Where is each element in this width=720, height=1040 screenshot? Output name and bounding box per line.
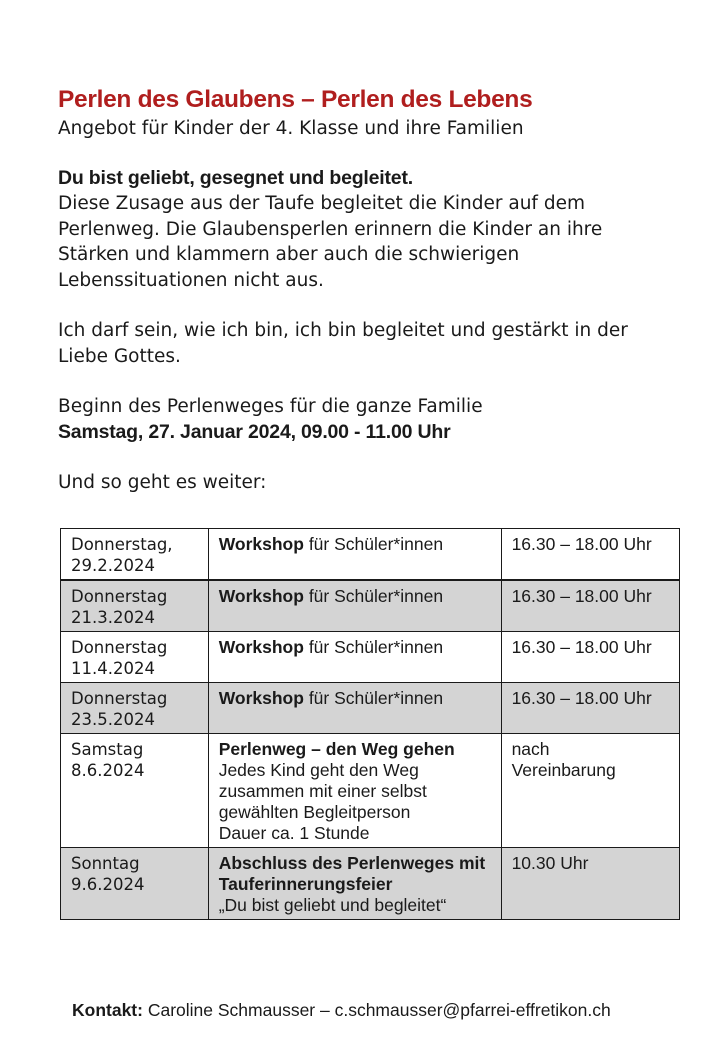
date-cell xyxy=(61,632,209,683)
date-cell xyxy=(61,734,209,848)
table-row xyxy=(61,580,680,632)
date: 23.5.2024 xyxy=(71,710,155,729)
date-cell xyxy=(61,529,209,581)
contact-label: Kontakt: xyxy=(72,1000,143,1020)
time-cell: 10.30 Uhr xyxy=(501,848,679,920)
event-desc-line: zusammen mit einer selbst xyxy=(218,781,427,801)
spacer xyxy=(58,141,678,166)
event-cell xyxy=(208,848,501,920)
statement-line: Liebe Gottes. xyxy=(58,345,181,367)
event-cell xyxy=(208,734,501,848)
time-line: nach xyxy=(511,739,550,759)
intro-line: Diese Zusage aus der Taufe begleitet die Kinder auf dem xyxy=(58,193,585,214)
time-line: Vereinbarung xyxy=(511,760,616,780)
event-cell xyxy=(208,632,501,683)
intro-line: Stärken und klammern aber auch die schwierigen xyxy=(58,244,520,265)
start-label: Beginn des Perlenweges für die ganze Familie xyxy=(58,396,483,417)
event-desc-line: Jedes Kind geht den Weg xyxy=(218,760,419,780)
page-title: Perlen des Glaubens – Perlen des Lebens xyxy=(58,86,533,113)
date: 29.2.2024 xyxy=(71,556,155,575)
spacer xyxy=(58,293,678,318)
page-subtitle: Angebot für Kinder der 4. Klasse und ihre Familien xyxy=(58,118,524,139)
event-title: Workshop xyxy=(218,688,304,708)
event-cell xyxy=(208,529,501,581)
table-row xyxy=(61,683,680,734)
time-cell: 16.30 – 18.00 Uhr xyxy=(501,683,679,734)
date-cell xyxy=(61,848,209,920)
time-cell: 16.30 – 18.00 Uhr xyxy=(501,632,679,683)
table-row xyxy=(61,529,680,581)
day: Donnerstag xyxy=(71,638,168,657)
intro-line: Lebenssituationen nicht aus. xyxy=(58,269,324,291)
event-cell xyxy=(208,683,501,734)
event-title: Perlenweg – den Weg gehen xyxy=(218,739,455,759)
event-desc: für Schüler*innen xyxy=(303,534,444,554)
contact-text: Caroline Schmausser – c.schmausser@pfarrei-effretikon.ch xyxy=(142,1000,611,1020)
time-cell xyxy=(501,734,679,848)
table-row xyxy=(61,632,680,683)
event-desc: für Schüler*innen xyxy=(303,586,444,606)
event-desc-line: Dauer ca. 1 Stunde xyxy=(218,823,370,843)
day: Samstag xyxy=(71,740,144,759)
continue-label: Und so geht es weiter: xyxy=(58,471,267,493)
event-desc: für Schüler*innen xyxy=(303,637,444,657)
date: 11.4.2024 xyxy=(71,659,155,678)
time-cell: 16.30 – 18.00 Uhr xyxy=(501,529,679,581)
intro-line: Perlenweg. Die Glaubensperlen erinnern die Kinder an ihre xyxy=(58,218,603,240)
event-cell xyxy=(208,580,501,632)
document-body xyxy=(58,84,678,495)
contact-line xyxy=(72,1000,611,1021)
day: Sonntag xyxy=(71,854,140,873)
event-title: Workshop xyxy=(218,534,304,554)
date: 9.6.2024 xyxy=(71,875,145,894)
day: Donnerstag xyxy=(71,689,168,708)
event-title: Workshop xyxy=(218,637,304,657)
event-desc-line: „Du bist geliebt und begleitet“ xyxy=(218,895,447,915)
table-row xyxy=(61,734,680,848)
event-title: Abschluss des Perlenweges mit xyxy=(218,853,486,873)
day: Donnerstag xyxy=(71,587,168,606)
event-title: Tauferinnerungsfeier xyxy=(218,874,393,894)
event-desc: für Schüler*innen xyxy=(303,688,444,708)
date-cell xyxy=(61,683,209,734)
event-desc-line: gewählten Begleitperson xyxy=(218,802,411,822)
time-cell: 16.30 – 18.00 Uhr xyxy=(501,580,679,632)
spacer xyxy=(58,445,678,470)
date: 21.3.2024 xyxy=(71,608,155,627)
intro-heading: Du bist geliebt, gesegnet und begleitet. xyxy=(58,167,413,189)
spacer xyxy=(58,369,678,394)
date: 8.6.2024 xyxy=(71,761,145,780)
event-title: Workshop xyxy=(218,586,304,606)
schedule-table xyxy=(60,528,680,920)
start-date: Samstag, 27. Januar 2024, 09.00 - 11.00 Uhr xyxy=(58,420,451,443)
table-row xyxy=(61,848,680,920)
day: Donnerstag, xyxy=(71,535,173,554)
date-cell xyxy=(61,580,209,632)
statement-line: Ich darf sein, wie ich bin, ich bin begleitet und gestärkt in der xyxy=(58,320,628,341)
